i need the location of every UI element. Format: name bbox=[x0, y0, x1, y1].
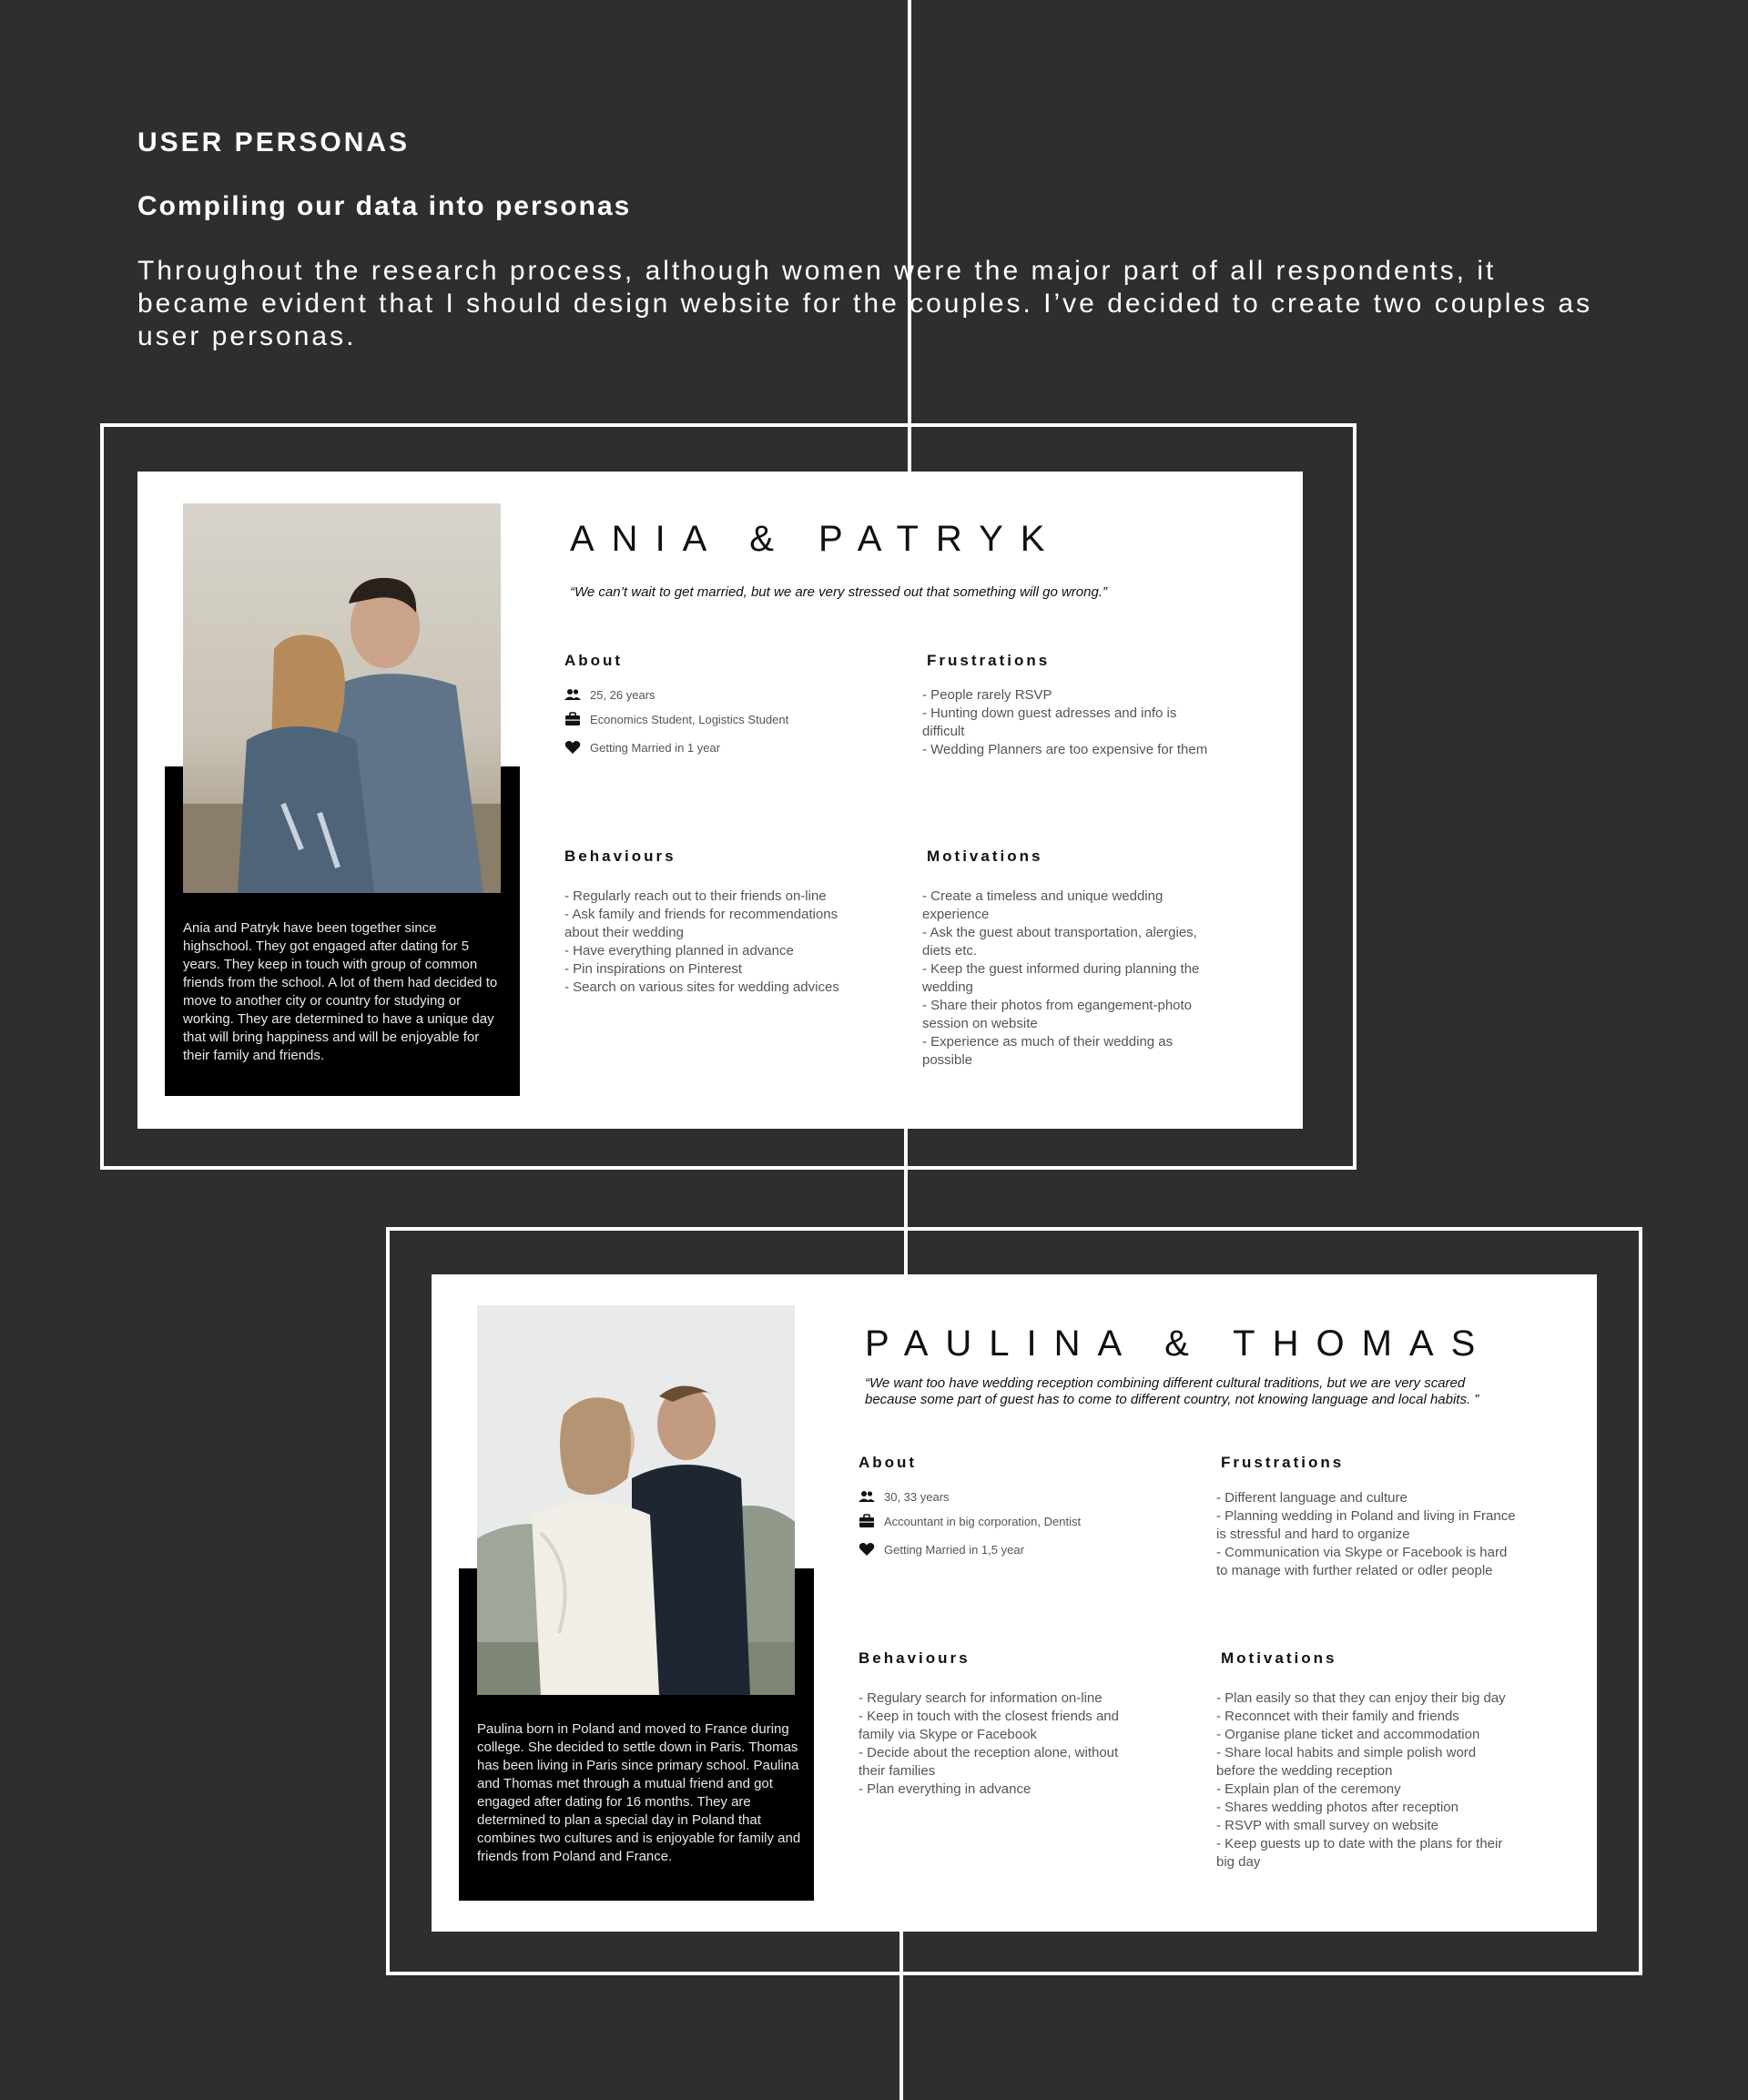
frustrations-heading: Frustrations bbox=[927, 652, 1051, 669]
couple-photo bbox=[183, 503, 501, 893]
motivations-heading: Motivations bbox=[927, 847, 1043, 865]
heart-icon bbox=[859, 1542, 875, 1557]
list-item: - Organise plane ticket and accommodation bbox=[1216, 1727, 1480, 1742]
persona-story: Ania and Patryk have been together since highschool. They got engaged after dating for 5 years. They keep in touch with group of common friends from the school. A lot of them had decided to move to another city or country for studying or working. They are determined to have a unique day that will bring happiness and will be enjoyable for their family and friends. bbox=[183, 920, 498, 1063]
persona-card-paulina-thomas bbox=[432, 1274, 1597, 1932]
motivations-list bbox=[1216, 1689, 1517, 1872]
behaviours-heading: Behaviours bbox=[859, 1649, 971, 1667]
list-item: - Keep in touch with the closest friends and family via Skype or Facebook bbox=[859, 1709, 1119, 1742]
behaviours-list bbox=[564, 888, 856, 997]
list-item: - Experience as much of their wedding as possible bbox=[922, 1034, 1174, 1068]
frustrations-heading: Frustrations bbox=[1221, 1454, 1345, 1471]
frustrations-list bbox=[922, 686, 1214, 759]
list-item: - Ask the guest about transportation, alergies, diets etc. bbox=[922, 925, 1197, 959]
about-age bbox=[564, 687, 656, 702]
page-subtitle: Compiling our data into personas bbox=[137, 191, 632, 221]
briefcase-icon bbox=[859, 1514, 875, 1528]
list-item: - Have everything planned in advance bbox=[564, 943, 794, 959]
frustrations-list bbox=[1216, 1489, 1517, 1580]
briefcase-icon bbox=[564, 712, 581, 726]
about-wedding bbox=[564, 740, 720, 755]
list-item: - Regulary search for information on-line bbox=[859, 1690, 1103, 1706]
list-item: - Share their photos from egangement-photo session on website bbox=[922, 998, 1193, 1031]
behaviours-list bbox=[859, 1689, 1141, 1799]
about-age bbox=[859, 1489, 950, 1504]
list-item: - Pin inspirations on Pinterest bbox=[564, 961, 743, 977]
behaviours-heading: Behaviours bbox=[564, 847, 676, 865]
users-icon bbox=[564, 687, 581, 702]
list-item: - People rarely RSVP bbox=[922, 687, 1052, 703]
about-job bbox=[859, 1514, 1081, 1528]
list-item: - Different language and culture bbox=[1216, 1490, 1408, 1506]
list-item: - Explain plan of the ceremony bbox=[1216, 1781, 1401, 1797]
list-item: - Hunting down guest adresses and info is difficult bbox=[922, 705, 1177, 739]
about-age-text: 25, 26 years bbox=[590, 687, 656, 702]
about-job-text: Accountant in big corporation, Dentist bbox=[884, 1514, 1082, 1528]
list-item: - Ask family and friends for recommendations about their wedding bbox=[564, 907, 838, 940]
list-item: - Regularly reach out to their friends on-line bbox=[564, 888, 827, 904]
users-icon bbox=[859, 1489, 875, 1504]
list-item: - Reconncet with their family and friends bbox=[1216, 1709, 1459, 1724]
about-heading: About bbox=[859, 1454, 918, 1471]
connector-line bbox=[908, 0, 911, 473]
list-item: - Keep guests up to date with the plans for their big day bbox=[1216, 1836, 1503, 1870]
heart-icon bbox=[564, 740, 581, 755]
about-job bbox=[564, 712, 788, 726]
about-job-text: Economics Student, Logistics Student bbox=[590, 712, 789, 726]
persona-story: Paulina born in Poland and moved to France during college. She decided to settle down in Paris. Thomas has been living in Paris since primary school. Paulina and Thomas met through a mutual friend and got engaged after dating for 16 months. They are determined to plan a special day in Poland that combines two cultures and is enjoyable for family and friends from Poland and France. bbox=[477, 1721, 801, 1864]
list-item: - Share local habits and simple polish word before the wedding reception bbox=[1216, 1745, 1477, 1779]
list-item: - Plan everything in advance bbox=[859, 1781, 1032, 1797]
motivations-heading: Motivations bbox=[1221, 1649, 1337, 1667]
persona-quote: “We want too have wedding reception combining different cultural traditions, but we are very scared because some part of guest has to come to different country, not knowing language and local habits. ” bbox=[865, 1375, 1479, 1407]
about-wedding-text: Getting Married in 1 year bbox=[590, 740, 721, 755]
list-item: - Shares wedding photos after reception bbox=[1216, 1800, 1458, 1815]
persona-card-ania-patryk bbox=[137, 472, 1303, 1129]
motivations-list bbox=[922, 888, 1214, 1070]
intro-text: Throughout the research process, although women were the major part of all respondents, it became evident that I should design website for the couples. I’ve decided to create two couples as user personas. bbox=[137, 256, 1593, 351]
about-heading: About bbox=[564, 652, 624, 669]
list-item: - Plan easily so that they can enjoy their big day bbox=[1216, 1690, 1506, 1706]
couple-photo bbox=[477, 1305, 795, 1695]
persona-name: PAULINA & THOMAS bbox=[865, 1324, 1493, 1364]
list-item: - Create a timeless and unique wedding experience bbox=[922, 888, 1164, 922]
list-item: - Keep the guest informed during planning the wedding bbox=[922, 961, 1200, 995]
list-item: - Communication via Skype or Facebook is hard to manage with further related or odler people bbox=[1216, 1545, 1508, 1578]
about-wedding-text: Getting Married in 1,5 year bbox=[884, 1542, 1024, 1557]
list-item: - RSVP with small survey on website bbox=[1216, 1818, 1438, 1833]
list-item: - Wedding Planners are too expensive for them bbox=[922, 742, 1208, 757]
list-item: - Decide about the reception alone, without their families bbox=[859, 1745, 1119, 1779]
page-title: USER PERSONAS bbox=[137, 127, 411, 157]
list-item: - Search on various sites for wedding advices bbox=[564, 979, 839, 995]
about-wedding bbox=[859, 1542, 1024, 1557]
list-item: - Planning wedding in Poland and living in France is stressful and hard to organize bbox=[1216, 1508, 1516, 1542]
about-age-text: 30, 33 years bbox=[884, 1489, 950, 1504]
persona-name: ANIA & PATRYK bbox=[570, 519, 1062, 559]
persona-quote: “We can’t wait to get married, but we are very stressed out that something will go wrong.” bbox=[570, 584, 1107, 600]
